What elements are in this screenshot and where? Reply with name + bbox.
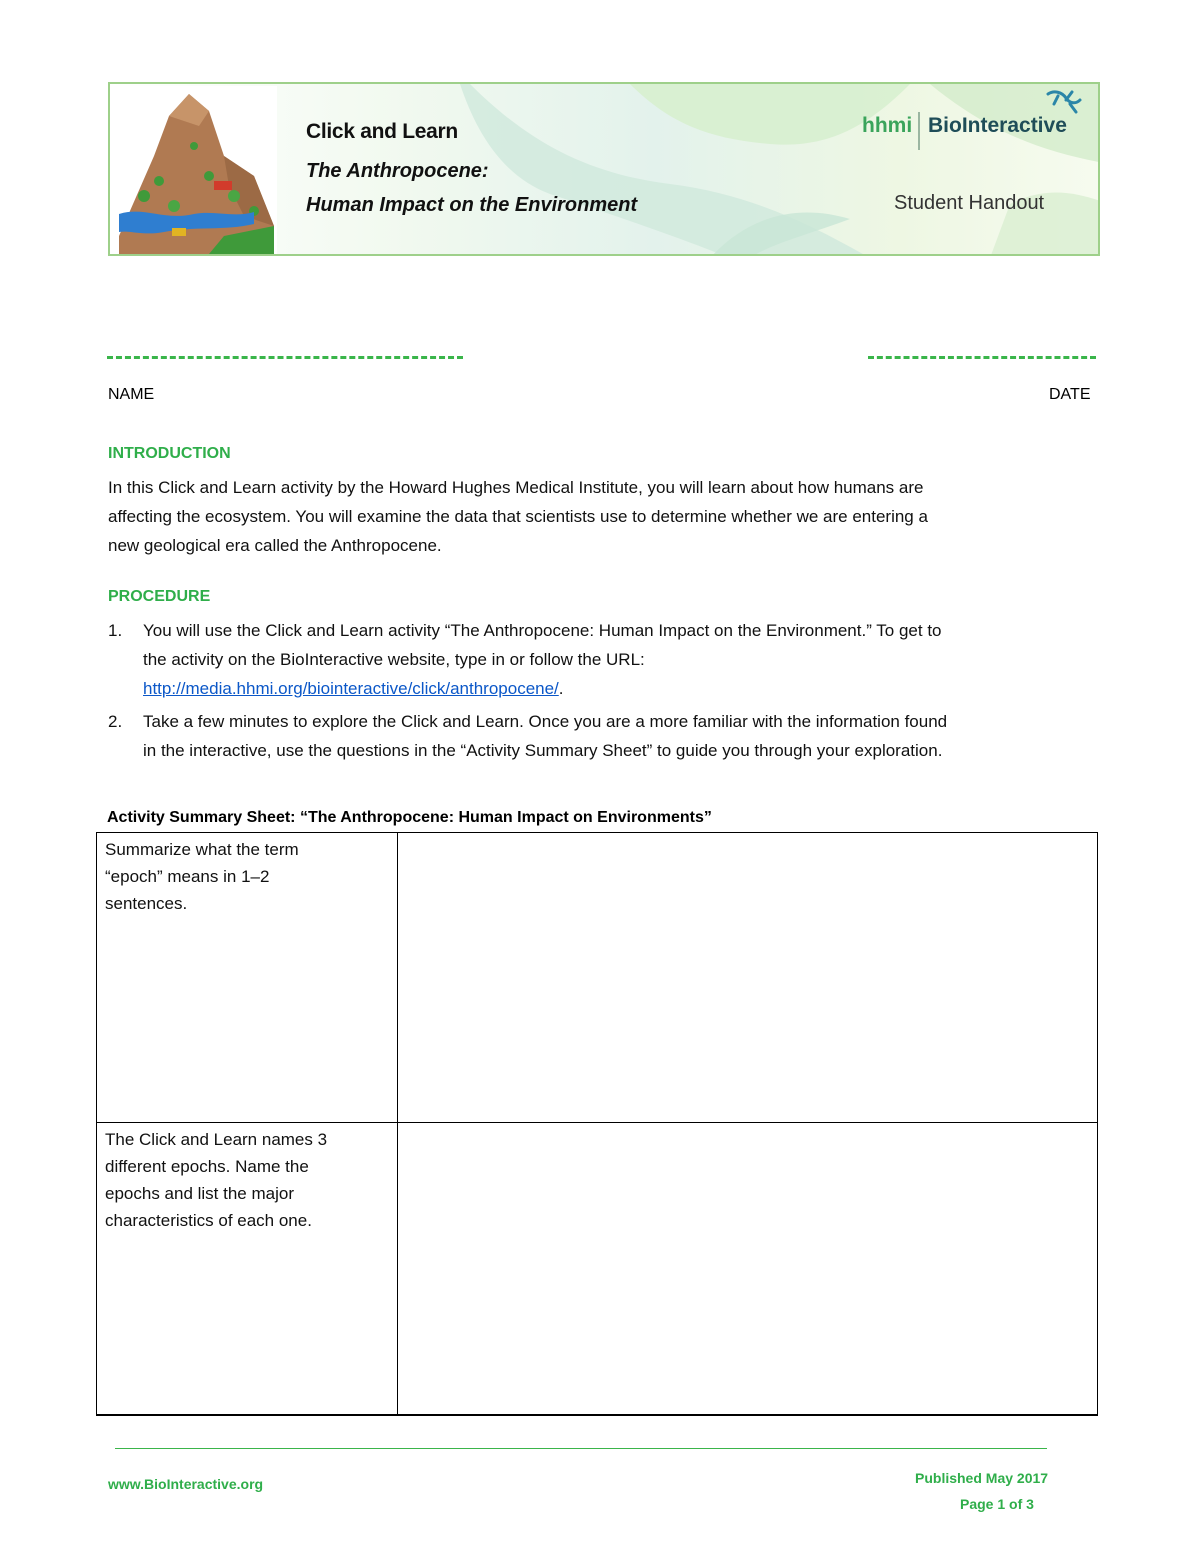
introduction-paragraph <box>108 473 1098 560</box>
step-number: 2. <box>108 712 123 731</box>
mountain-illustration <box>114 86 277 254</box>
header-banner <box>108 82 1100 256</box>
step-line: the activity on the BioInteractive website, type in or follow the URL: <box>143 650 645 669</box>
answer-cell[interactable] <box>398 833 1098 1123</box>
procedure-heading: PROCEDURE <box>108 588 211 605</box>
summary-sheet-title: Activity Summary Sheet: “The Anthropocene: Human Impact on Environments” <box>107 809 712 826</box>
hhmi-logo: hhmi <box>862 114 913 137</box>
question-cell <box>97 1123 398 1415</box>
table-row <box>97 833 1098 1123</box>
footer-divider <box>115 1448 1047 1449</box>
url-trailing-period: . <box>558 679 564 698</box>
question-line: The Click and Learn names 3 <box>105 1130 328 1149</box>
procedure-step-1 <box>143 616 1098 703</box>
introduction-line: affecting the ecosystem. You will examine the data that scientists use to determine whether we are entering a <box>108 507 928 526</box>
procedure-step-2 <box>143 707 1098 765</box>
question-line: different epochs. Name the <box>105 1157 309 1176</box>
activity-summary-table <box>96 832 1098 1416</box>
introduction-line: new geological era called the Anthropocene. <box>108 536 442 555</box>
step-line <box>143 674 1098 703</box>
name-label: NAME <box>108 386 155 403</box>
answer-cell[interactable] <box>398 1123 1098 1415</box>
step-line: Take a few minutes to explore the Click and Learn. Once you are a more familiar with the information found <box>143 712 948 731</box>
biointeractive-logo: BioInteractive <box>928 114 1067 137</box>
question-line: Summarize what the term <box>105 840 299 859</box>
logo-separator <box>918 112 920 150</box>
step-number: 1. <box>108 621 123 640</box>
introduction-line: In this Click and Learn activity by the Howard Hughes Medical Institute, you will learn about how humans are <box>108 478 924 497</box>
handout-category-title: Click and Learn <box>306 120 458 143</box>
date-label: DATE <box>1049 386 1091 403</box>
introduction-heading: INTRODUCTION <box>108 445 231 462</box>
footer-website: www.BioInteractive.org <box>108 1476 264 1492</box>
handout-title-line1: The Anthropocene: <box>306 160 489 182</box>
step-line: You will use the Click and Learn activity “The Anthropocene: Human Impact on the Environment.” To get to <box>143 621 942 640</box>
activity-url-link[interactable]: http://media.hhmi.org/biointeractive/click/anthropocene/ <box>143 679 559 698</box>
question-line: epochs and list the major <box>105 1184 294 1203</box>
question-line: sentences. <box>105 894 188 913</box>
table-row <box>97 1123 1098 1415</box>
question-line: “epoch” means in 1–2 <box>105 867 270 886</box>
student-handout-label: Student Handout <box>894 192 1045 214</box>
question-line: characteristics of each one. <box>105 1211 312 1230</box>
footer-published-date: Published May 2017 <box>915 1470 1049 1486</box>
date-input-line[interactable] <box>868 356 1096 359</box>
question-cell <box>97 833 398 1123</box>
handout-title-line2: Human Impact on the Environment <box>306 194 638 216</box>
footer-page-number: Page 1 of 3 <box>960 1496 1034 1512</box>
name-input-line[interactable] <box>107 356 463 359</box>
step-line: in the interactive, use the questions in the “Activity Summary Sheet” to guide you through your exploration. <box>143 741 943 760</box>
